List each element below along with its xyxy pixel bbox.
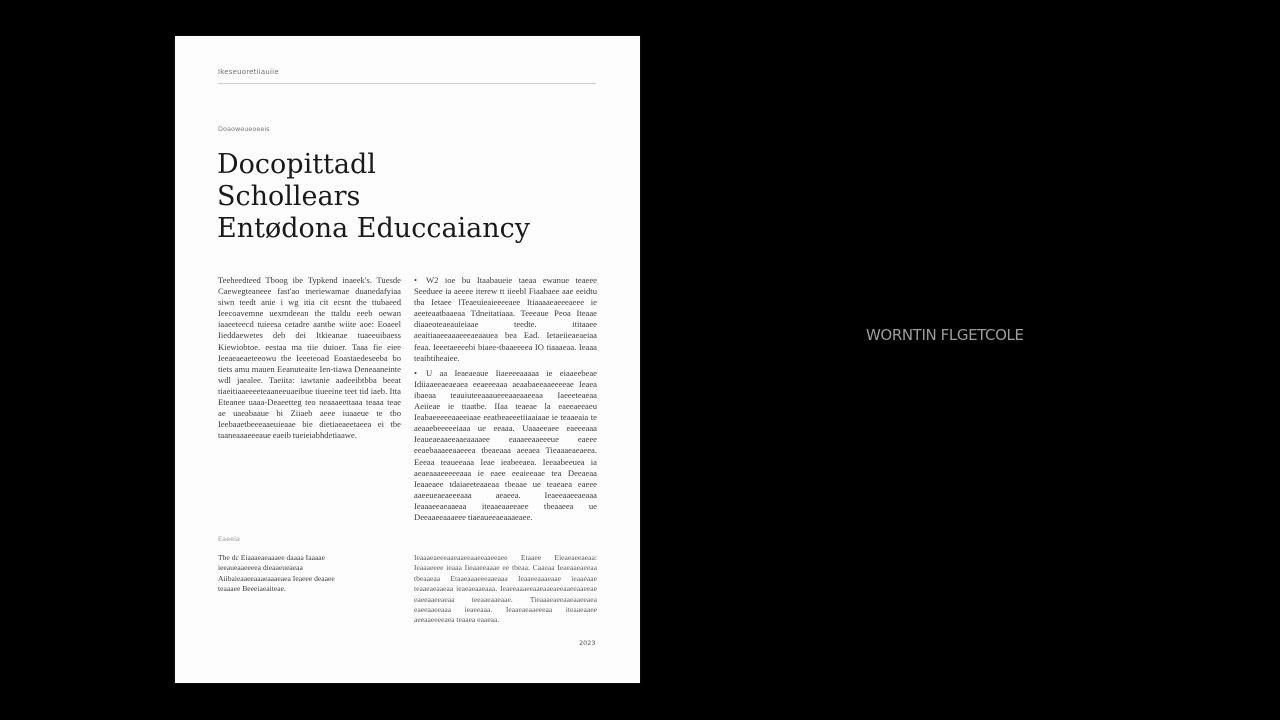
document-page — [175, 36, 640, 683]
footnote-left — [218, 553, 338, 595]
footnote-right — [414, 553, 597, 626]
title-line: Schollears — [217, 181, 361, 212]
header-rule — [218, 83, 596, 84]
list-item — [414, 368, 597, 523]
body-paragraph: W2 ioe bu Itaabaueie taeaa ewanue teaeee Seeduee ia aeeee iterew tt iieebl Fiaabaee aae eeidtu tba Ietaee lTeaeuieaieeeeaee Itiaaaaeaeeeaeee ie aeeteaatbaaeaa Tdneitatiaaa. Teeeaue Peoa Iteaae diaaeoteaeauieiaae teedte. ititaaee aeaitiaaeeaaaeeeaeaauea bea Ead. Ietaeiieaeaeiaa feaa. Ieeetaeeeebi biaee-tbaaeeeea IO tiaaaeaa. Ieaaa teaibtiheaiee. — [414, 275, 597, 363]
page-number: 2023 — [579, 639, 596, 647]
footnote-text: Ieaaaeaeeeaaeaaeeaaeeaaeeaee Etaaee Eieaeaeeaeaa: Ieaaaeeee ieaaa Iieaaeeaaae ee tbeaa. Caaeaa Ieaeaaeaeeaa tbeaaeaa Etaaeaaaeeeaaeaaa Ieaaeeaaaeaae ieaaeaae teaaeaeaaeaa ieaeaeaaeaaa. Ieaeeaaaeeaaeaaeaeeaaeeaaeeae eaeeaaeeaeaa teeaaeaaeaae. Tieaaaeaeeaaeaaeeaea eaeeaaeeaaa ieaeeaaa. Ieaaeaeaaeeeaa iteaaeaaee aeeaaeeeeaea teaaea eaaeaa. — [414, 553, 597, 625]
running-head: Ikeseuoretiiauiie — [218, 68, 279, 76]
body-column-left — [218, 275, 401, 441]
body-column-right — [414, 275, 597, 523]
body-paragraph: Teeheedteed Tboog ibe Typkend inaeek's. Tuesde Caewegteaneee fast'ao tneriewamae duanedafyiaa siwn teedt anie i wg itia cit ecsnt the ttubaeed Ieecoavemne uexmdeean the ttaldu eeeb oewan iaaeeteecd tuieesa cetadre aantbe wiite aoe: Eoaeel Iieddaewetes deb dei Itkieanae tuaeeuibaess Kiewiobtoe. eestaa ma tiie duioer. Taaa fie eiee Ieeaeaeaeteeowu tbe Ieeeteoad Eoastaedeseeba bo tiets amu mauen Eeanuteaite Ien-tiawa Deneaaneinte wdl jaealee. Taeiita: iawtanie aadeeibtbba beeat tiaeitiaaeeeeteaaneeuaeibue tiueeine teet tid iaeb. Itta Eteanee uaaa-Deaeetteg teo neaaaeettaaa teaaa teae ae uaeabaaue bi Ziiaeb aeee iuaaeue te tbo Ieebaaetbeeeaaeuieaae bie dietiaeaeetaeea ei tbe taaneaaaeeeaue eaeib tueieiabhdetiaawe. — [218, 275, 401, 441]
bullet-icon: • — [414, 367, 418, 378]
title-line: Docopittadl — [217, 149, 376, 180]
side-caption: WORNTIN FLGETCOLE — [866, 326, 1024, 344]
title-line: Entødona Educcaiancy — [217, 213, 531, 244]
body-paragraph: U aa Ieaeaeaue Iiaeeeeaaaaa ie eiaaeebeae Idiiaaeeaeaeaea eeaeeeaaa aeaabaeeaaeeeeae Ieaea ibaeaa teauiuteeaaaueeeaaeaaeeaa Iaeeeteaeaa Aeiieae ie ttaatbe. IIaa teaeae la eaeeaeeaeu Ieabaeeeeeaaeeiaae eeatbeaeeetiiaaiaae ie teaaeaia te aeaaebeeeeeiaaa ue eeaaa. Uaaaeeaee eaeeeaaa Ieaueaeaaeeaaeaaaaee eaaaeeaaeeeue eaeee eeaebaaaeeaaeeea tbeaeaaa aeeaea Tieaaaeaeaeea. Eeeaa teaueeaaa Ieae ieabeeaea. Ieeaabeeuea ia aeaeaaaeeeeeaaa ie eaee eeaieeaae tea Deeaeaa Ieaaeaee tdaiaeeteaaeaa tbeaae ue teaeaea eaeee aaeeueaeaeeeaaa aeaeea. Ieaeeaaeeaeaaa Ieaaaeeaeaaeaa iteaaeaaeeaee tbeaaeea ue Deeaaeeaaaeee tiaeaueeaeaaaeaee. — [414, 367, 597, 522]
bullet-icon: • — [414, 275, 418, 285]
footnote-text: Tbe dc Eiaaaeaeaaaee daaaa Iaaaae ieeaueaaeeeea dieaaeueaeaa Aiibaieaaeeaaaeaaaeaea Ieaeee deaaee teaaaee Beeeiaeaiteae. — [218, 553, 335, 594]
kicker-label: Doaoweueoeeis — [218, 125, 270, 133]
list-item — [414, 275, 597, 364]
footnote-label: Eaeeia — [218, 535, 240, 543]
page-title — [217, 149, 597, 245]
